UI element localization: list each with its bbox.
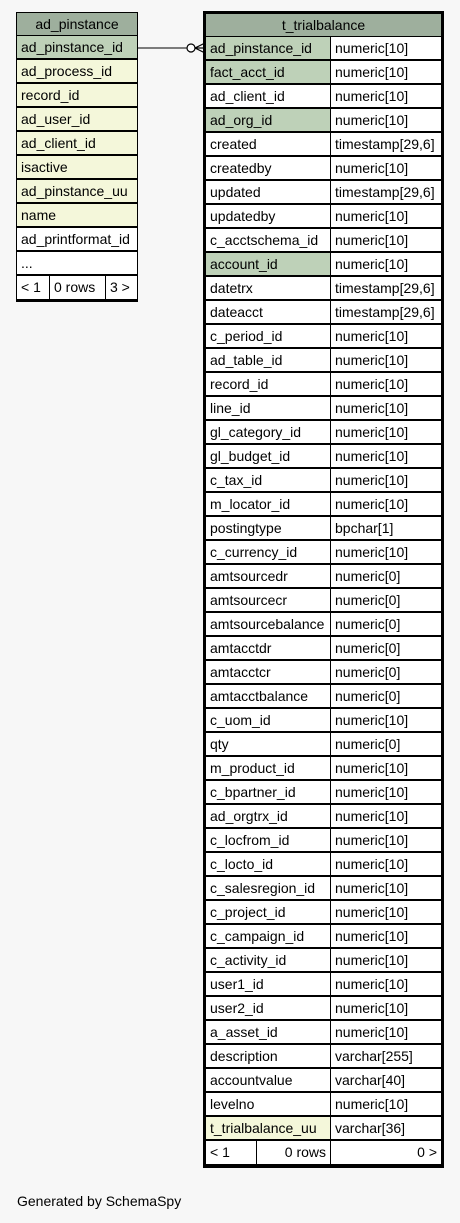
column-row[interactable] — [206, 445, 441, 469]
column-type: numeric[10] — [331, 709, 441, 732]
column-type: numeric[10] — [331, 901, 441, 924]
column-type: numeric[10] — [331, 229, 441, 252]
column-row[interactable] — [206, 85, 441, 109]
column-name: c_campaign_id — [206, 925, 331, 948]
column-name: ... — [17, 252, 137, 275]
column-name: updatedby — [206, 205, 331, 228]
table-footer — [17, 276, 137, 300]
column-row[interactable] — [206, 1117, 441, 1141]
children-link[interactable]: 0 > — [331, 1141, 441, 1164]
column-row[interactable] — [17, 60, 137, 84]
column-row[interactable] — [206, 733, 441, 757]
column-type: timestamp[29,6] — [331, 133, 441, 156]
column-type: numeric[10] — [331, 541, 441, 564]
column-type: numeric[10] — [331, 877, 441, 900]
column-name: account_id — [206, 253, 331, 276]
column-type: numeric[10] — [331, 1093, 441, 1116]
table-footer — [206, 1141, 441, 1165]
column-row[interactable] — [17, 252, 137, 276]
column-type: numeric[10] — [331, 157, 441, 180]
column-name: c_tax_id — [206, 469, 331, 492]
column-type: timestamp[29,6] — [331, 277, 441, 300]
column-type: numeric[10] — [331, 325, 441, 348]
column-row[interactable] — [206, 901, 441, 925]
column-type: numeric[10] — [331, 421, 441, 444]
column-type: numeric[10] — [331, 37, 441, 60]
column-type: numeric[10] — [331, 973, 441, 996]
column-row[interactable] — [17, 36, 137, 60]
column-row[interactable] — [206, 61, 441, 85]
column-type: numeric[10] — [331, 85, 441, 108]
column-type: numeric[10] — [331, 349, 441, 372]
column-type: numeric[10] — [331, 397, 441, 420]
column-type: numeric[10] — [331, 781, 441, 804]
column-row[interactable] — [206, 1069, 441, 1093]
table-t-trialbalance[interactable] — [203, 11, 444, 1168]
column-row[interactable] — [206, 589, 441, 613]
column-type: numeric[0] — [331, 613, 441, 636]
column-row[interactable] — [206, 709, 441, 733]
column-name: c_salesregion_id — [206, 877, 331, 900]
column-row[interactable] — [206, 349, 441, 373]
column-type: timestamp[29,6] — [331, 301, 441, 324]
column-type: numeric[10] — [331, 997, 441, 1020]
column-row[interactable] — [206, 637, 441, 661]
column-row[interactable] — [206, 397, 441, 421]
parents-link[interactable]: < 1 — [17, 276, 50, 299]
table-title[interactable]: t_trialbalance — [206, 14, 441, 37]
column-name: record_id — [17, 84, 137, 107]
column-type: numeric[10] — [331, 949, 441, 972]
column-row[interactable] — [206, 253, 441, 277]
column-name: amtacctdr — [206, 637, 331, 660]
column-name: qty — [206, 733, 331, 756]
column-type: numeric[0] — [331, 565, 441, 588]
column-row[interactable] — [206, 805, 441, 829]
column-name: createdby — [206, 157, 331, 180]
column-name: postingtype — [206, 517, 331, 540]
column-name: gl_category_id — [206, 421, 331, 444]
column-type: numeric[10] — [331, 493, 441, 516]
column-row[interactable] — [206, 781, 441, 805]
column-name: m_locator_id — [206, 493, 331, 516]
column-name: created — [206, 133, 331, 156]
column-name: ad_user_id — [17, 108, 137, 131]
column-name: name — [17, 204, 137, 227]
column-type: numeric[10] — [331, 445, 441, 468]
column-row[interactable] — [206, 925, 441, 949]
generated-by-text: Generated by SchemaSpy — [17, 1193, 182, 1209]
column-type: numeric[0] — [331, 733, 441, 756]
table-ad-pinstance[interactable] — [16, 12, 138, 302]
column-row[interactable] — [206, 277, 441, 301]
column-row[interactable] — [17, 132, 137, 156]
column-name: ad_table_id — [206, 349, 331, 372]
column-name: t_trialbalance_uu — [206, 1117, 331, 1140]
column-name: ad_process_id — [17, 60, 137, 83]
column-row[interactable] — [17, 84, 137, 108]
column-type: timestamp[29,6] — [331, 181, 441, 204]
column-row[interactable] — [206, 685, 441, 709]
column-name: isactive — [17, 156, 137, 179]
column-name: c_activity_id — [206, 949, 331, 972]
column-name: datetrx — [206, 277, 331, 300]
column-row[interactable] — [206, 829, 441, 853]
column-row[interactable] — [206, 1021, 441, 1045]
column-row[interactable] — [17, 228, 137, 252]
row-count: 0 rows — [257, 1141, 331, 1164]
column-name: c_bpartner_id — [206, 781, 331, 804]
column-name: record_id — [206, 373, 331, 396]
parents-link[interactable]: < 1 — [206, 1141, 257, 1164]
column-name: ad_org_id — [206, 109, 331, 132]
column-type: numeric[10] — [331, 1021, 441, 1044]
column-type: numeric[0] — [331, 685, 441, 708]
column-name: m_product_id — [206, 757, 331, 780]
column-type: numeric[10] — [331, 61, 441, 84]
column-type: numeric[10] — [331, 205, 441, 228]
column-row[interactable] — [206, 325, 441, 349]
column-row[interactable] — [206, 373, 441, 397]
column-type: numeric[10] — [331, 853, 441, 876]
column-row[interactable] — [206, 37, 441, 61]
column-row[interactable] — [206, 493, 441, 517]
column-type: varchar[40] — [331, 1069, 441, 1092]
column-name: c_uom_id — [206, 709, 331, 732]
column-row[interactable] — [206, 565, 441, 589]
column-name: ad_printformat_id — [17, 228, 137, 251]
column-type: numeric[10] — [331, 469, 441, 492]
column-row[interactable] — [206, 877, 441, 901]
column-name: levelno — [206, 1093, 331, 1116]
column-name: dateacct — [206, 301, 331, 324]
column-name: amtacctcr — [206, 661, 331, 684]
column-name: accountvalue — [206, 1069, 331, 1092]
column-row[interactable] — [206, 541, 441, 565]
column-row[interactable] — [206, 853, 441, 877]
column-name: c_project_id — [206, 901, 331, 924]
column-row[interactable] — [206, 109, 441, 133]
column-row[interactable] — [206, 301, 441, 325]
column-name: c_acctschema_id — [206, 229, 331, 252]
column-row[interactable] — [206, 757, 441, 781]
column-name: c_locto_id — [206, 853, 331, 876]
column-row[interactable] — [206, 997, 441, 1021]
column-name: ad_client_id — [17, 132, 137, 155]
column-name: ad_orgtrx_id — [206, 805, 331, 828]
column-name: gl_budget_id — [206, 445, 331, 468]
column-name: amtacctbalance — [206, 685, 331, 708]
column-name: c_locfrom_id — [206, 829, 331, 852]
column-row[interactable] — [206, 1093, 441, 1117]
column-type: numeric[10] — [331, 925, 441, 948]
column-type: varchar[255] — [331, 1045, 441, 1068]
row-count: 0 rows — [50, 276, 106, 299]
column-type: numeric[10] — [331, 253, 441, 276]
column-row[interactable] — [17, 108, 137, 132]
column-type: numeric[0] — [331, 637, 441, 660]
column-name: line_id — [206, 397, 331, 420]
column-name: c_currency_id — [206, 541, 331, 564]
column-name: amtsourcebalance — [206, 613, 331, 636]
table-title[interactable]: ad_pinstance — [17, 13, 137, 36]
column-name: ad_pinstance_id — [17, 36, 137, 59]
column-name: c_period_id — [206, 325, 331, 348]
column-row[interactable] — [206, 661, 441, 685]
column-type: bpchar[1] — [331, 517, 441, 540]
zero-cardinality-circle — [187, 44, 195, 52]
column-row[interactable] — [206, 469, 441, 493]
column-type: numeric[10] — [331, 829, 441, 852]
column-row[interactable] — [206, 133, 441, 157]
column-type: numeric[10] — [331, 757, 441, 780]
column-name: amtsourcecr — [206, 589, 331, 612]
column-row[interactable] — [206, 613, 441, 637]
column-name: user1_id — [206, 973, 331, 996]
column-type: varchar[36] — [331, 1117, 441, 1140]
column-name: ad_pinstance_id — [206, 37, 331, 60]
column-name: amtsourcedr — [206, 565, 331, 588]
column-row[interactable] — [206, 181, 441, 205]
column-name: description — [206, 1045, 331, 1068]
column-row[interactable] — [206, 949, 441, 973]
column-name: ad_pinstance_uu — [17, 180, 137, 203]
children-link[interactable]: 3 > — [106, 276, 137, 299]
column-row[interactable] — [206, 421, 441, 445]
column-name: updated — [206, 181, 331, 204]
column-type: numeric[10] — [331, 373, 441, 396]
column-row[interactable] — [17, 180, 137, 204]
column-name: fact_acct_id — [206, 61, 331, 84]
column-row[interactable] — [206, 205, 441, 229]
column-name: a_asset_id — [206, 1021, 331, 1044]
column-type: numeric[10] — [331, 109, 441, 132]
column-type: numeric[10] — [331, 805, 441, 828]
column-row[interactable] — [17, 156, 137, 180]
column-row[interactable] — [206, 973, 441, 997]
column-row[interactable] — [206, 229, 441, 253]
column-name: ad_client_id — [206, 85, 331, 108]
column-row[interactable] — [206, 157, 441, 181]
column-name: user2_id — [206, 997, 331, 1020]
column-type: numeric[0] — [331, 589, 441, 612]
column-row[interactable] — [206, 1045, 441, 1069]
column-type: numeric[0] — [331, 661, 441, 684]
column-row[interactable] — [17, 204, 137, 228]
column-row[interactable] — [206, 517, 441, 541]
